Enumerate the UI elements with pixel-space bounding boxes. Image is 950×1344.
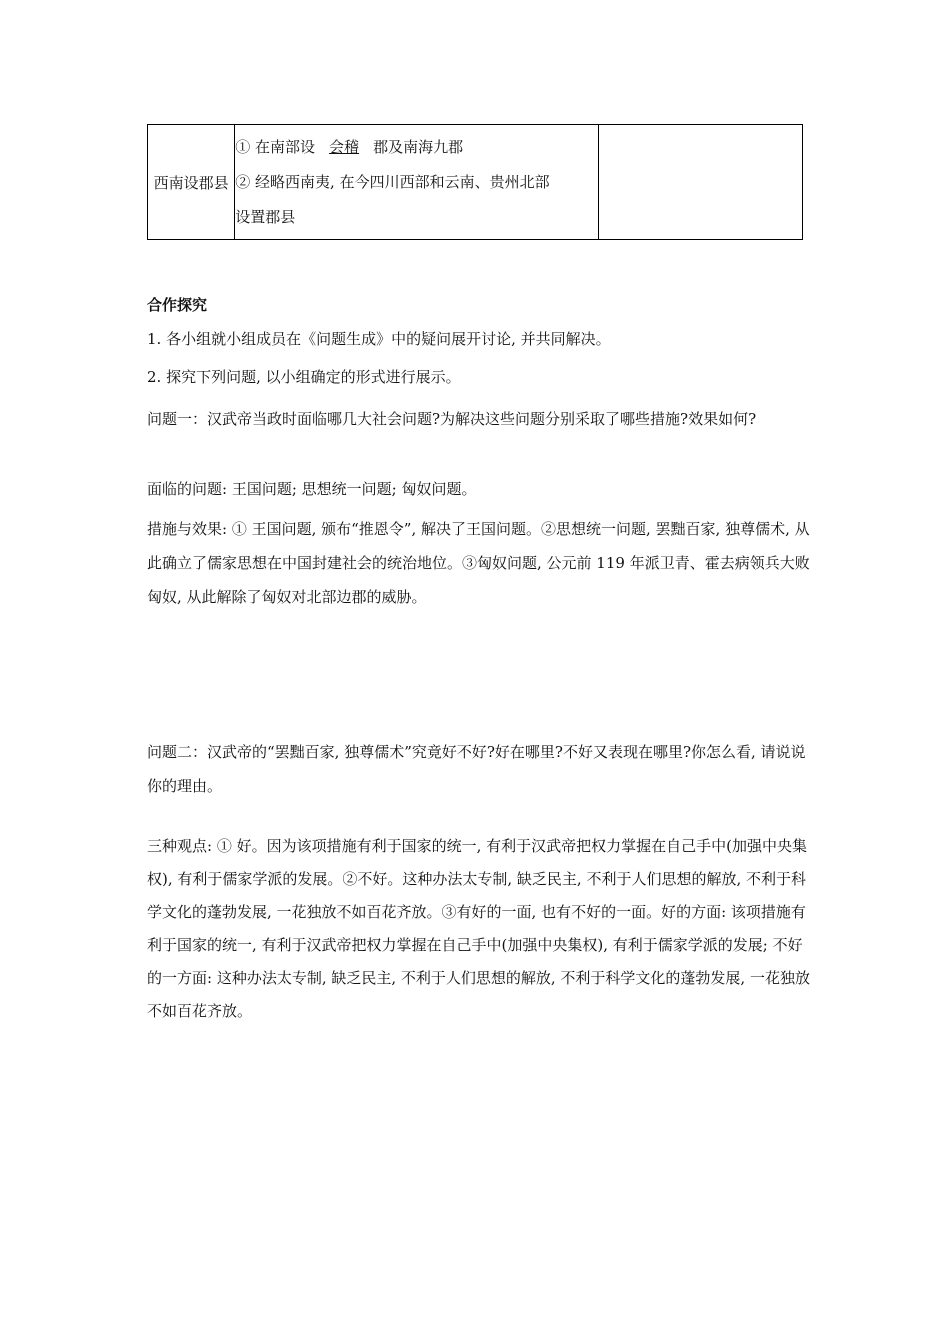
line1-prefix: ① 在南部设 bbox=[235, 137, 316, 156]
content-line-3: 设置郡县 bbox=[235, 207, 296, 226]
info-table bbox=[147, 124, 803, 240]
table-row bbox=[148, 125, 803, 240]
question-2: 问题二：汉武帝的“罢黜百家, 独尊儒术”究竟好不好?好在哪里?不好又表现在哪里?你怎么看, 请说说你的理由。 bbox=[147, 743, 806, 795]
question-1: 问题一：汉武帝当政时面临哪几大社会问题?为解决这些问题分别采取了哪些措施?效果如何? bbox=[147, 410, 757, 428]
row-empty-cell bbox=[599, 125, 803, 240]
content-line-1 bbox=[235, 130, 598, 165]
fill-blank-answer: 会稽 bbox=[329, 137, 360, 156]
row-content bbox=[235, 125, 599, 240]
problems-text: 面临的问题: 王国问题; 思想统一问题; 匈奴问题。 bbox=[147, 480, 477, 498]
measures-text: 措施与效果: ① 王国问题, 颁布“推恩令”, 解决了王国问题。②思想统一问题, 罢黜百家, 独尊儒术, 从此确立了儒家思想在中国封建社会的统治地位。③匈奴问题, 公元前 119 年派卫青、霍去病领兵大败匈奴, 从此解除了匈奴对北部边郡的威胁。 bbox=[147, 520, 810, 606]
item-1: 1. 各小组就小组成员在《问题生成》中的疑问展开讨论, 并共同解决。 bbox=[147, 330, 611, 348]
row-label: 西南设郡县 bbox=[148, 125, 235, 240]
content-line-2: ② 经略西南夷, 在今四川西部和云南、贵州北部 bbox=[235, 172, 550, 191]
line1-suffix: 郡及南海九郡 bbox=[373, 137, 464, 156]
views-text: 三种观点: ① 好。因为该项措施有利于国家的统一, 有利于汉武帝把权力掌握在自己手中(加强中央集权), 有利于儒家学派的发展。②不好。这种办法太专制, 缺乏民主, 不利于人们思想的解放, 不利于科学文化的蓬勃发展, 一花独放不如百花齐放。③有好的一面, 也有不好的一面。好的方面: 该项措施有利于国家的统一, 有利于汉武帝把权力掌握在自己手中(加强中央集权), 有利于儒家学派的发展; 不好的一方面: 这种办法太专制, 缺乏民主, 不利于人们思想的解放, 不利于科学文化的蓬勃发展, 一花独放不如百花齐放。 bbox=[147, 837, 810, 1020]
section-heading: 合作探究 bbox=[147, 296, 208, 314]
item-2: 2. 探究下列问题, 以小组确定的形式进行展示。 bbox=[147, 368, 461, 386]
